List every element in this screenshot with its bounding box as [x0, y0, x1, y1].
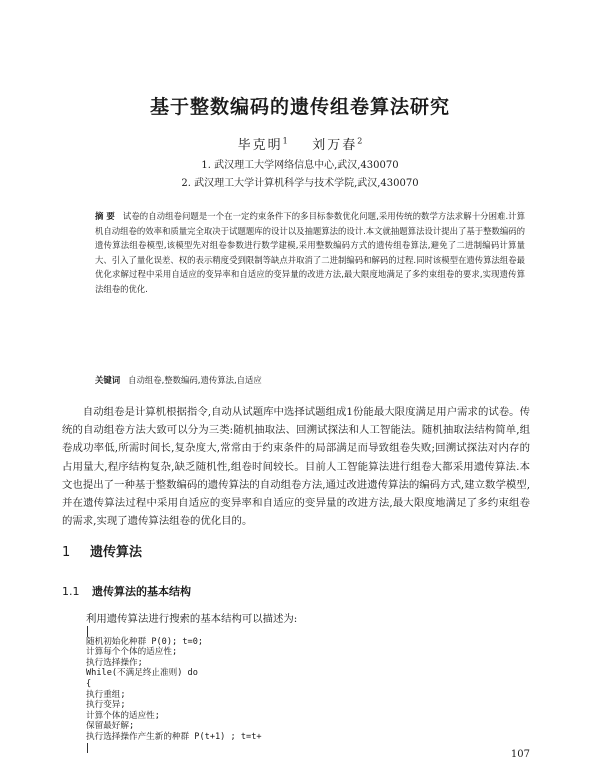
page-number: 107: [510, 749, 530, 760]
keywords: [95, 374, 525, 386]
author-name: 刘万春: [312, 138, 358, 153]
subsection-number: 1.1: [62, 585, 80, 598]
abstract-text: 试卷的自动组卷问题是一个在一定约束条件下的多目标参数优化问题,采用传统的数学方法求解十分困难.计算机自动组卷的效率和质量完全取决于试题题库的设计以及抽题算法的设计.本文就抽题算法设计提出了基于整数编码的遗传算法组卷模型,该模型先对组卷参数进行数学建模,采用整数编码方式的遗传组卷算法,避免了二进制编码计算量大、引入了量化误差、权的表示精度受到限制等缺点并取消了二进制编码和解码的过程.同时该模型在遗传算法组卷最优化求解过程中采用自适应的变异率和自适应的变异量的改进方法,最大限度地满足了多约束组卷的要求,实现遗传算法组卷的优化.: [95, 211, 525, 294]
abstract: [95, 209, 525, 297]
algorithm-line: 执行变异;: [86, 700, 126, 711]
keywords-label: 关键词: [95, 375, 121, 385]
algorithm-line: 执行重组;: [86, 689, 126, 700]
algorithm-line: While(不满足终止准则) do: [86, 668, 198, 679]
algorithm-block: [86, 626, 526, 753]
algorithm-line: 执行选择操作;: [86, 657, 143, 668]
affiliation-1: 1. 武汉理工大学网络信息中心,武汉,430070: [201, 160, 399, 171]
abstract-label: 摘 要: [95, 211, 115, 221]
author-affiliation-mark: 2: [357, 136, 363, 146]
author-affiliation-mark: 1: [282, 136, 288, 146]
section-title: 遗传算法: [90, 545, 143, 560]
author-name: 毕克明: [237, 138, 283, 153]
keywords-text: 自动组卷,整数编码,遗传算法,自适应: [128, 375, 262, 385]
author-line: [0, 134, 600, 153]
affiliation-2: 2. 武汉理工大学计算机科学与技术学院,武汉,430070: [181, 178, 419, 189]
algorithm-bracket-bottom: [87, 743, 89, 754]
algorithm-line: 随机初始化种群 P(0); t=0;: [86, 636, 204, 647]
algorithm-line: 保留最好解;: [86, 721, 135, 732]
subsection-title: 遗传算法的基本结构: [92, 585, 191, 598]
section-number: 1: [62, 545, 71, 560]
algorithm-line: 计算每个个体的适应性;: [86, 647, 178, 658]
algorithm-line: {: [86, 678, 92, 689]
algorithm-line: 执行选择操作产生新的种群 P(t+1) ; t=t+: [86, 731, 262, 742]
subsection-heading: [62, 583, 191, 599]
algorithm-line: 计算个体的适应性;: [86, 710, 160, 721]
algorithm-bracket-top: [87, 626, 89, 637]
paper-title: 基于整数编码的遗传组卷算法研究: [149, 96, 450, 118]
section-heading: [62, 541, 142, 560]
intro-paragraph: 自动组卷是计算机根据指令,自动从试题库中选择试题组成1份能最大限度满足用户需求的试卷。传统的自动组卷方法大致可以分为三类:随机抽取法、回溯试探法和人工智能法。随机抽取法结构简单,组卷成功率低,所需时间长,复杂度大,常常由于约束条件的局部满足而导致组卷失败;回溯试探法对内存的占用量大,程序结构复杂,缺乏随机性,组卷时间较长。目前人工智能算法进行组卷大都采用遗传算法.本文也提出了一种基于整数编码的遗传算法的自动组卷方法,通过改进遗传算法的编码方式,建立数学模型,并在遗传算法过程中采用自适应的变异率和自适应的变异量的改进方法,最大限度地满足了多约束组卷的需求,实现了遗传算法组卷的优化目的。: [62, 406, 530, 528]
algorithm-lead-text: 利用遗传算法进行搜索的基本结构可以描述为:: [86, 613, 298, 625]
